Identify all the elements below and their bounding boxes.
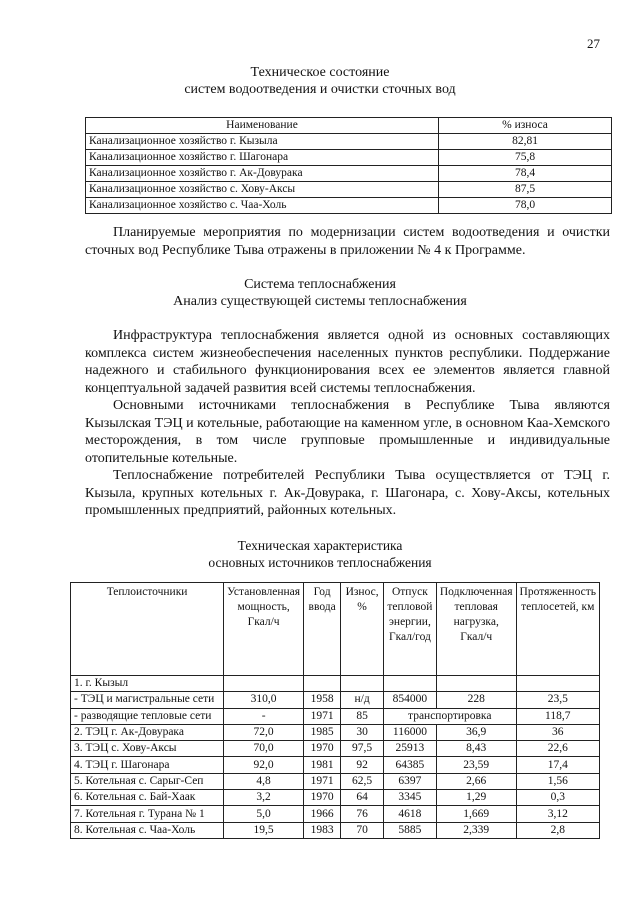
page-number: 27: [587, 36, 600, 51]
cell-source: 8. Котельная с. Чаа-Холь: [71, 822, 224, 838]
cell-name: Канализационное хозяйство г. Шагонара: [86, 150, 439, 166]
column-header-name: Наименование: [86, 118, 439, 134]
heat-section-title: [0, 276, 640, 310]
sewage-wear-table: [85, 117, 612, 214]
column-header-wear: % износа: [439, 118, 612, 134]
cell-source: 3. ТЭЦ с. Хову-Аксы: [71, 741, 224, 757]
cell-length: 23,5: [516, 692, 599, 708]
cell-output: 5885: [383, 822, 436, 838]
cell-group-name: 1. г. Кызыл: [71, 676, 224, 692]
cell-load: 2,339: [436, 822, 516, 838]
cell-output-transport: транспортировка: [383, 708, 516, 724]
cell-source: - разводящие тепловые сети: [71, 708, 224, 724]
cell-wear: 92: [341, 757, 384, 773]
cell-output: 25913: [383, 741, 436, 757]
cell-wear: 30: [341, 724, 384, 740]
cell-load: 2,66: [436, 773, 516, 789]
table-header-row: [86, 118, 612, 134]
table-group-row: [71, 676, 600, 692]
cell-capacity: 4,8: [224, 773, 304, 789]
table-row: [71, 724, 600, 740]
cell-capacity: 92,0: [224, 757, 304, 773]
cell-output: 3345: [383, 790, 436, 806]
cell-length: 2,8: [516, 822, 599, 838]
characteristics-title-line2: основных источников теплоснабжения: [208, 555, 432, 570]
consumers-paragraph: [85, 467, 610, 520]
cell-length: 17,4: [516, 757, 599, 773]
table-row: [86, 150, 612, 166]
cell-source: 6. Котельная с. Бай-Хаак: [71, 790, 224, 806]
column-header-capacity: Установленная мощность, Гкал/ч: [224, 583, 304, 676]
table-row: [71, 822, 600, 838]
cell-wear: 82,81: [439, 134, 612, 150]
table-row: [71, 692, 600, 708]
cell-output: 6397: [383, 773, 436, 789]
table-row: [71, 741, 600, 757]
column-header-source: Теплоисточники: [71, 583, 224, 676]
cell-wear: 62,5: [341, 773, 384, 789]
cell-year: 1971: [304, 708, 341, 724]
cell-length: 1,56: [516, 773, 599, 789]
cell-source: 5. Котельная с. Сарыг-Сеп: [71, 773, 224, 789]
cell-load: 228: [436, 692, 516, 708]
cell-length: 36: [516, 724, 599, 740]
table-header-row: [71, 583, 600, 676]
cell-wear: 75,8: [439, 150, 612, 166]
cell-year: 1985: [304, 724, 341, 740]
sources-paragraph: [85, 397, 610, 467]
cell-capacity: -: [224, 708, 304, 724]
cell-name: Канализационное хозяйство с. Хову-Аксы: [86, 182, 439, 198]
table-row: [71, 757, 600, 773]
table-row: [86, 198, 612, 214]
cell-output: 116000: [383, 724, 436, 740]
cell-capacity: 310,0: [224, 692, 304, 708]
characteristics-title-line1: Техническая характеристика: [237, 538, 403, 553]
cell-length: 0,3: [516, 790, 599, 806]
cell-name: Канализационное хозяйство г. Ак-Довурака: [86, 166, 439, 182]
heat-title-line2: Анализ существующей системы теплоснабжения: [173, 294, 467, 309]
column-header-year: Год ввода: [304, 583, 341, 676]
table-row: [86, 134, 612, 150]
cell-capacity: 19,5: [224, 822, 304, 838]
table-row: [71, 773, 600, 789]
sewage-title-line2: систем водоотведения и очистки сточных вод: [184, 82, 456, 97]
cell-year: 1971: [304, 773, 341, 789]
cell-output: 4618: [383, 806, 436, 822]
modernization-paragraph: [85, 224, 610, 259]
heat-title-line1: Система теплоснабжения: [244, 277, 396, 292]
cell-capacity: 3,2: [224, 790, 304, 806]
cell-wear: 97,5: [341, 741, 384, 757]
sewage-title-line1: Техническое состояние: [250, 65, 390, 80]
cell-wear: 64: [341, 790, 384, 806]
paragraph-text: Основными источниками теплоснабжения в Республике Тыва являются Кызылская ТЭЦ и котельные, работающие на каменном угле, в основном Каа-Хемского месторождения, в том числе групповые промышленные и индивидуальные отопительные котельные.: [85, 398, 610, 466]
cell-load: 1,669: [436, 806, 516, 822]
cell-capacity: 70,0: [224, 741, 304, 757]
paragraph-text: Инфраструктура теплоснабжения является одной из основных составляющих комплекса систем жизнеобеспечения населенных пунктов республики. Поддержание надежного и стабильного функционирования всех ее элементов является главной концептуальной задачей развития всей системы теплоснабжения.: [85, 328, 610, 396]
table-row: [86, 166, 612, 182]
table-row: [71, 790, 600, 806]
cell-year: 1966: [304, 806, 341, 822]
cell-source: 2. ТЭЦ г. Ак-Довурака: [71, 724, 224, 740]
characteristics-title: [0, 537, 640, 571]
column-header-wear: Износ, %: [341, 583, 384, 676]
cell-source: 7. Котельная г. Турана № 1: [71, 806, 224, 822]
paragraph-text: Планируемые мероприятия по модернизации систем водоотведения и очистки сточных вод Республике Тыва отражены в приложении № 4 к Программе.: [85, 225, 610, 258]
cell-output: 854000: [383, 692, 436, 708]
cell-load: 8,43: [436, 741, 516, 757]
cell-capacity: 72,0: [224, 724, 304, 740]
cell-wear: 87,5: [439, 182, 612, 198]
cell-year: 1970: [304, 741, 341, 757]
paragraph-text: Теплоснабжение потребителей Республики Тыва осуществляется от ТЭЦ г. Кызыла, крупных котельных г. Ак-Довурака, г. Шагонара, с. Хову-Аксы, котельных промышленных предприятий, районных котельных.: [85, 468, 610, 518]
cell-length: 22,6: [516, 741, 599, 757]
heat-sources-table: [70, 582, 600, 839]
table-row: [86, 182, 612, 198]
cell-year: 1983: [304, 822, 341, 838]
table-row: [71, 708, 600, 724]
cell-wear: 78,4: [439, 166, 612, 182]
cell-year: 1981: [304, 757, 341, 773]
cell-load: 36,9: [436, 724, 516, 740]
cell-load: 1,29: [436, 790, 516, 806]
cell-load: 23,59: [436, 757, 516, 773]
cell-wear: 76: [341, 806, 384, 822]
cell-year: 1958: [304, 692, 341, 708]
cell-source: 4. ТЭЦ г. Шагонара: [71, 757, 224, 773]
cell-wear: 70: [341, 822, 384, 838]
cell-name: Канализационное хозяйство с. Чаа-Холь: [86, 198, 439, 214]
cell-wear: 78,0: [439, 198, 612, 214]
column-header-load: Подключенная тепловая нагрузка, Гкал/ч: [436, 583, 516, 676]
cell-name: Канализационное хозяйство г. Кызыла: [86, 134, 439, 150]
cell-wear: 85: [341, 708, 384, 724]
column-header-output: Отпуск тепловой энергии, Гкал/год: [383, 583, 436, 676]
cell-source: - ТЭЦ и магистральные сети: [71, 692, 224, 708]
cell-output: 64385: [383, 757, 436, 773]
cell-length: 118,7: [516, 708, 599, 724]
infrastructure-paragraph: [85, 327, 610, 397]
table-row: [71, 806, 600, 822]
cell-capacity: 5,0: [224, 806, 304, 822]
cell-length: 3,12: [516, 806, 599, 822]
cell-year: 1970: [304, 790, 341, 806]
sewage-section-title: [0, 64, 640, 98]
cell-wear: н/д: [341, 692, 384, 708]
column-header-length: Протяженность теплосетей, км: [516, 583, 599, 676]
